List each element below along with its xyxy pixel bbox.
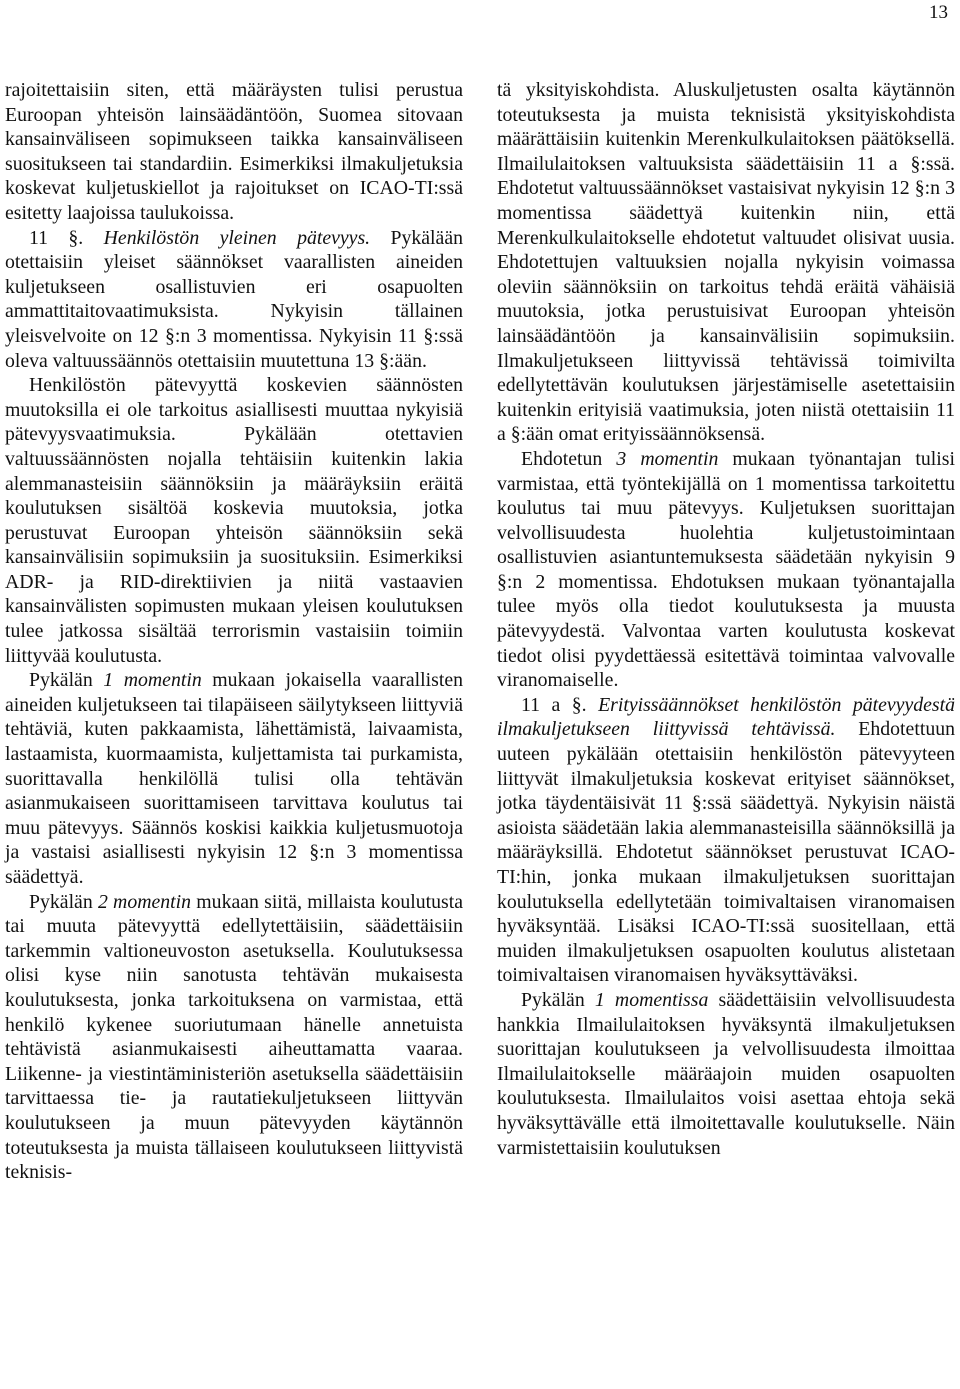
text-run: Pykälän xyxy=(29,890,98,913)
section-11-paragraph xyxy=(5,226,463,374)
paragraph xyxy=(497,988,955,1160)
paragraph xyxy=(5,668,463,889)
text-run: säädettäisiin velvollisuudesta hankkia Ilmailulaitoksen hyväksyntä ilmakuljetuksen suorittajan koulutukseen ja velvollisuudesta ilmoittaa Ilmailulaitokselle määräajoin muiden osapuolten koulutuksesta. Ilmailulaitos voisi asettaa ehtoja sekä hyväksyttävälle että ilmoitettavalle koulutukselle. Näin varmistettaisiin koulutuksen xyxy=(497,988,955,1159)
section-11a-paragraph xyxy=(497,693,955,988)
paragraph: rajoitettaisiin siten, että määräysten tulisi perustua Euroopan yhteisön lainsäädäntöön, Suomea sitovaan kansainväliseen sopimukseen taikka kansainväliseen suositukseen tai standardiin. Esimerkiksi ilmakuljetuksia koskevat kuljetuskiellot ja rajoitukset on ICAO-TI:ssä esitetty laajoissa taulukoissa. xyxy=(5,79,463,224)
paragraph xyxy=(5,890,463,1185)
section-text: Ehdotettuun uuteen pykälään otettaisiin henkilöstön pätevyyteen liittyvät ilmakuljetuksia koskevat erityiset säännökset, jotka täydentäisivät 11 §:ssä säädettyä. Nykyisin näistä asioista säädetään lakia alemmanasteisilla säännöksillä ja määräyksillä. Ehdotetut säännökset perustuvat ICAO-TI:hin, jonka mukaan ilmakuljetuksen suorittajan koulutuksella edellytetään toimivaltaisen viranomaisen hyväksyntää. Lisäksi ICAO-TI:ssä suositellaan, että muiden ilmakuljetuksen osapuolten koulutus alistetaan toimivaltaisen viranomaisen hyväksyttäväksi. xyxy=(497,718,955,987)
section-text: Pykälään otettaisiin yleiset säännökset vaarallisten aineiden kuljetukseen osallistuvien eri osapuolten ammattitaitovaatimuksista. Nykyisin tällainen yleisvelvoite on 12 §:n 3 momentissa. Nykyisin 11 §:ssä oleva valtuussäännös otettaisiin muutettuna 13 §:ään. xyxy=(5,226,463,372)
section-number: 11 a §. xyxy=(521,693,587,716)
paragraph xyxy=(497,447,955,693)
page-number: 13 xyxy=(929,2,948,23)
section-title: Henkilöstön yleinen pätevyys. xyxy=(103,226,371,249)
section-title: Erityissäännökset henkilöstön pätevyydestä ilmakuljetukseen liittyvissä tehtävissä. xyxy=(497,693,955,741)
text-run: mukaan jokaisella vaarallisten aineiden kuljetukseen tai tilapäiseen säilytykseen liittyviä tehtäviä, kuten pakkaamista, lähettämistä, laivaamista, lastaamista, kuormaamista, kuljettamista tai purkamista, suorittavalla henkilöllä tulisi olla tehtävän asianmukaiseen suorittamiseen tarvittava koulutus tai muu pätevyys. Säännös koskisi kaikkia kuljetusmuotoja ja vastaisi asiallisesti nykyisin 12 §:n 3 momentissa säädettyä. xyxy=(5,669,463,888)
emphasis: 2 momentin xyxy=(97,890,192,913)
emphasis: 1 momentissa xyxy=(594,988,709,1011)
text-run: mukaan siitä, millaista koulutusta tai muuta pätevyyttä edellytettäisiin, säädettäisiin tarkemmin valtioneuvoston asetuksella. Koulutuksessa olisi kyse niin sanotusta tehtävän mukaisesta koulutuksesta, jonka tarkoituksena on varmistaa, että henkilö kykenee suoriutumaan hänelle annetuista tehtävistä asianmukaisesti aiheuttamatta vaaraa. Liikenne- ja viestintäministeriön asetuksella säädettäisiin tarvittaessa tie- ja rautatiekuljetukseen liittyvän koulutukseen ja muun pätevyyden käytännön toteutuksesta ja muista tällaiseen koulutukseen liittyvistä teknisis- xyxy=(5,890,463,1184)
text-run: Pykälän xyxy=(29,669,104,692)
text-run: mukaan työnantajan tulisi varmistaa, että työntekijällä on 1 momentissa tarkoitettu koulutus tai muu pätevyys. Kuljetuksen suorittajan velvollisuudesta huolehtia kuljetustoimintaan osallistuvien asiantuntemuksesta säädetään nykyisin 9 §:n 2 momentissa. Ehdotuksen mukaan työnantajalla tulee myös olla tiedot koulutuksesta ja muusta pätevyydestä. Valvontaa varten koulutusta koskevat tiedot olisi pyydettäessä esitettävä toimintaa valvovalle viranomaiselle. xyxy=(497,447,955,692)
paragraph: tä yksityiskohdista. Aluskuljetusten osalta käytännön toteutuksesta ja muista teknisistä yksityiskohdista määrättäisiin kuitenkin Merenkulkulaitoksen päätöksellä. Ilmailulaitoksen valtuuksista säädettäisiin 11 a §:ssä. Ehdotetut valtuussäännökset vastaisivat nykyisin 12 §:n 3 momentissa säädettyä kuitenkin niin, että Merenkulkulaitokselle ehdotetut valtuudet olisivat uusia. Ehdotettujen valtuuksien nojalla nykyisin voimassa oleviin säännöksiin on tarkoitus tehdä eräitä vähäisiä muutoksia, jotka perustuisivat Euroopan yhteisön lainsäädäntöön ja kansainvälisiin sopimuksiin. Ilmakuljetukseen liittyvissä tehtävissä toimivilta edellytettävän koulutuksen järjestämiselle asetettaisiin kuitenkin erityisiä vaatimuksia, joten niistä otettaisiin 11 a §:ään omat erityissäännöksensä. xyxy=(497,79,955,446)
paragraph: Henkilöstön pätevyyttä koskevien säännösten muutoksilla ei ole tarkoitus asiallisesti muuttaa nykyisiä pätevyysvaatimuksia. Pykälään otettavien valtuussäännösten nojalla tehtäisiin kuitenkin lakia alemmanasteisiin säännöksiin ja määräyksiin eräitä koulutuksen sisältöä koskevia muutoksia, jotka perustuvat Euroopan yhteisön säännöksiin sekä kansainvälisiin sopimuksiin ja suosituksiin. Esimerkiksi ADR- ja RID-direktiivien ja niitä vastaavien kansainvälisten sopimusten mukaan yleisen koulutuksen tulee jatkossa sisältää terrorismin vastaisiin toimiin liittyvää koulutusta. xyxy=(5,374,463,667)
right-column xyxy=(497,78,955,1160)
section-number: 11 §. xyxy=(29,226,84,249)
left-column xyxy=(5,78,463,1185)
emphasis: 1 momentin xyxy=(103,669,202,692)
text-run: Pykälän xyxy=(521,988,595,1011)
emphasis: 3 momentin xyxy=(616,447,719,470)
text-run: Ehdotetun xyxy=(521,447,617,470)
